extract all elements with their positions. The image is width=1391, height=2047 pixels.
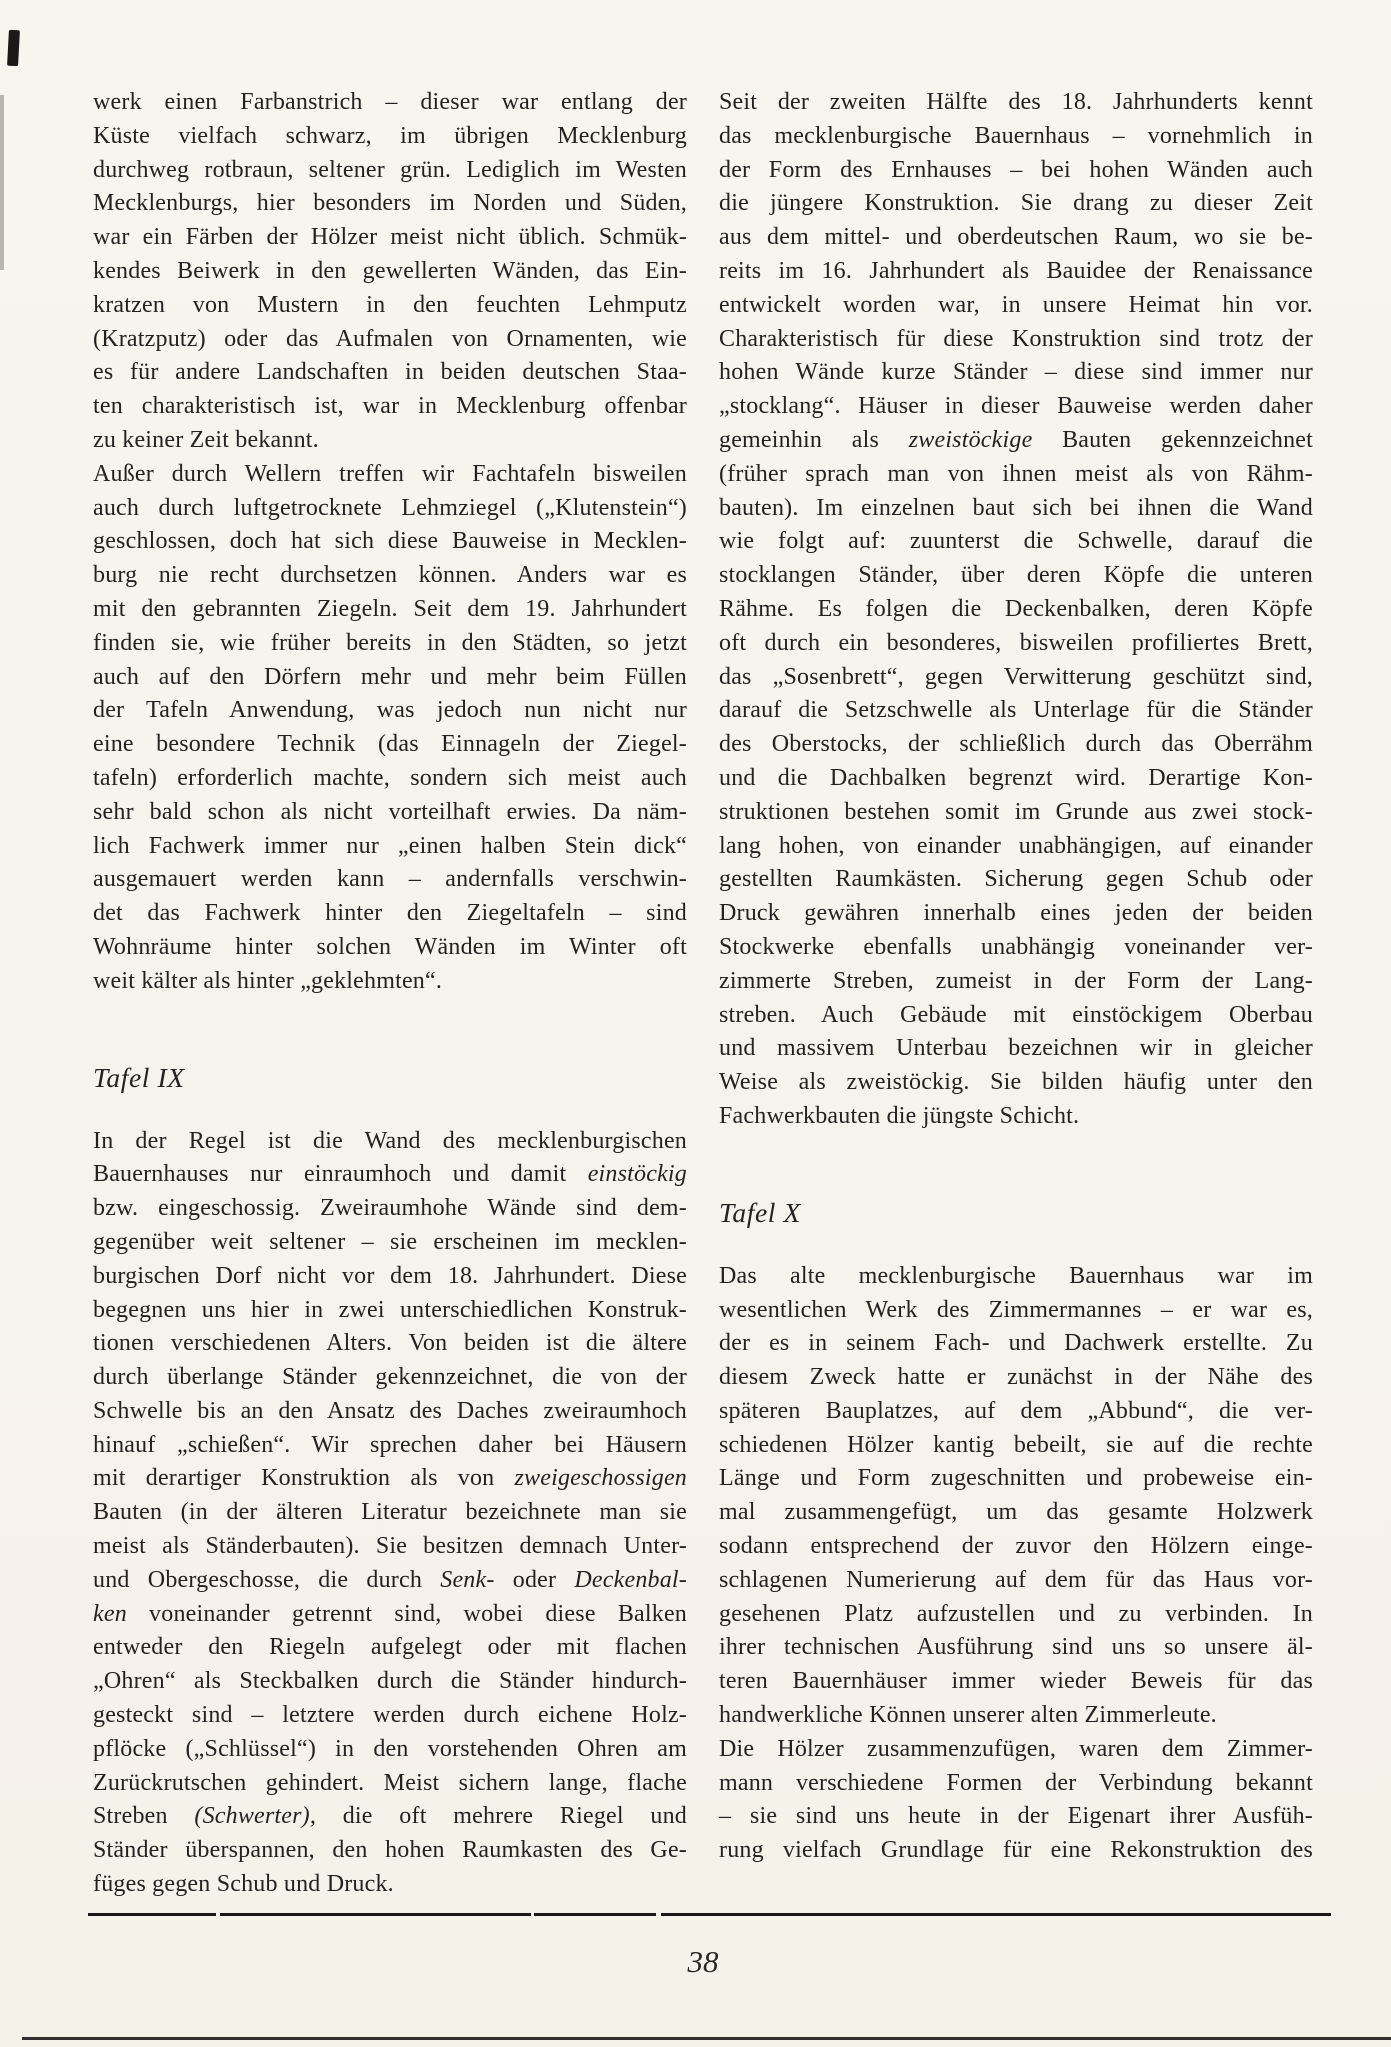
scan-edge-shadow: [0, 95, 4, 270]
text-line: entweder den Riegeln aufgelegt oder mit flachen: [93, 1634, 687, 1661]
text-line: hohen Wände kurze Ständer – diese sind immer nur: [719, 359, 1313, 386]
text-line: finden sie, wie früher bereits in den Städten, so jetzt: [93, 629, 687, 656]
italic-term: Deckenbal-: [574, 1566, 687, 1593]
italic-term: (Schwerter),: [194, 1803, 317, 1830]
text-line: burg nie recht durchsetzen können. Anders war es: [93, 562, 687, 589]
text-line: burgischen Dorf nicht vor dem 18. Jahrhundert. Diese: [93, 1262, 687, 1289]
paragraph: [719, 86, 1313, 1134]
text-line: Weise als zweistöckig. Sie bilden häufig unter den: [719, 1069, 1313, 1096]
text-line: ten charakteristisch ist, war in Mecklenburg offenbar: [93, 393, 687, 420]
text-line: diesem Zweck hatte er zunächst in der Nähe des: [719, 1364, 1313, 1391]
text-line: auch durch luftgetrocknete Lehmziegel („Klutenstein“): [93, 494, 687, 521]
text-line: „Ohren“ als Steckbalken durch die Ständer hindurch-: [93, 1668, 687, 1695]
text-line: und massivem Unterbau bezeichnen wir in gleicher: [719, 1035, 1313, 1062]
text-line: werk einen Farbanstrich – dieser war entlang der: [93, 89, 687, 115]
text-line: struktionen bestehen somit im Grunde aus zwei stock-: [719, 798, 1313, 825]
footer-rule: [88, 1913, 1331, 1916]
italic-term: Senk: [440, 1566, 487, 1593]
text-line: mit derartiger Konstruktion als von zweigeschossigen: [93, 1465, 687, 1492]
text-line: oft durch ein besonderes, bisweilen profiliertes Brett,: [719, 629, 1313, 656]
text-line: Mecklenburgs, hier besonders im Norden und Süden,: [93, 190, 687, 217]
text-line: gegenüber weit seltener – sie erscheinen im mecklen-: [93, 1228, 687, 1255]
text-line: Druck gewähren innerhalb eines jeden der beiden: [719, 900, 1313, 927]
text-line: gemeinhin als zweistöckige Bauten gekennzeichnet: [719, 426, 1313, 453]
text-line: lich Fachwerk immer nur „einen halben Stein dick“: [93, 832, 687, 859]
text-line: streben. Auch Gebäude mit einstöckigem Oberbau: [719, 1001, 1313, 1028]
text-line: bauten). Im einzelnen baut sich bei ihnen die Wand: [719, 494, 1313, 521]
text-line: Schwelle bis an den Ansatz des Daches zweiraumhoch: [93, 1397, 687, 1424]
text-line: entwickelt worden war, in unsere Heimat hin vor.: [719, 291, 1313, 318]
text-line: auch auf den Dörfern mehr und mehr beim Füllen: [93, 663, 687, 690]
text-line: Charakteristisch für diese Konstruktion sind trotz der: [719, 325, 1313, 352]
text-line: sehr bald schon als nicht vorteilhaft erwies. Da näm-: [93, 798, 687, 825]
text-line: Stockwerke ebenfalls unabhängig voneinander ver-: [719, 933, 1313, 960]
text-line: „stocklang“. Häuser in dieser Bauweise werden daher: [719, 393, 1313, 420]
paragraph: [719, 1733, 1313, 1868]
text-line: gesteckt sind – letztere werden durch eichene Holz-: [93, 1702, 687, 1729]
text-line: war ein Färben der Hölzer meist nicht üblich. Schmük-: [93, 224, 687, 251]
text-line: der Form des Ernhauses – bei hohen Wänden auch: [719, 156, 1313, 183]
text-line: stocklangen Ständer, über deren Köpfe die unteren: [719, 562, 1313, 589]
text-line: begegnen uns hier in zwei unterschiedlichen Konstruk-: [93, 1296, 687, 1323]
section-heading: Tafel X: [719, 1196, 801, 1228]
paragraph: [93, 1125, 687, 1902]
text-line: aus dem mittel- und oberdeutschen Raum, wo sie be-: [719, 224, 1313, 251]
paragraph: [93, 86, 687, 458]
text-line: und die Dachbalken begrenzt wird. Derartige Kon-: [719, 764, 1313, 791]
text-line: Die Hölzer zusammenzufügen, waren dem Zimmer-: [719, 1735, 1313, 1762]
text-line: und Obergeschosse, die durch Senk- oder Deckenbal-: [93, 1566, 687, 1593]
text-line: kendes Beiwerk in den gewellerten Wänden, das Ein-: [93, 257, 687, 284]
section-heading: Tafel IX: [93, 1061, 185, 1093]
text-line: reits im 16. Jahrhundert als Bauidee der Renaissance: [719, 257, 1313, 284]
text-line: die jüngere Konstruktion. Sie drang zu dieser Zeit: [719, 190, 1313, 217]
text-line: Fachwerkbauten die jüngste Schicht.: [719, 1102, 1080, 1129]
text-line: des Oberstocks, der schließlich durch das Oberrähm: [719, 731, 1313, 758]
text-line: rung vielfach Grundlage für eine Rekonstruktion des: [719, 1837, 1313, 1864]
text-line: ihrer technischen Ausführung sind uns so unsere äl-: [719, 1634, 1313, 1661]
right-column: [719, 86, 1313, 1902]
scan-mark-icon: [7, 30, 20, 67]
left-column: [93, 86, 687, 1902]
text-line: das „Sosenbrett“, gegen Verwitterung geschützt sind,: [719, 663, 1313, 690]
paragraph: [93, 458, 687, 999]
text-line: (früher sprach man von ihnen meist als von Rähm-: [719, 460, 1313, 487]
text-line: darauf die Setzschwelle als Unterlage für die Ständer: [719, 697, 1313, 724]
paragraph: [719, 1260, 1313, 1733]
text-line: – sie sind uns heute in der Eigenart ihrer Ausfüh-: [719, 1803, 1313, 1830]
text-line: durch überlange Ständer gekennzeichnet, die von der: [93, 1364, 687, 1391]
italic-term: ken: [93, 1600, 127, 1627]
text-line: Ständer überspannen, den hohen Raumkasten des Ge-: [93, 1837, 687, 1864]
text-line: In der Regel ist die Wand des mecklenburgischen: [93, 1127, 687, 1154]
text-line: füges gegen Schub und Druck.: [93, 1871, 394, 1898]
text-line: Zurückrutschen gehindert. Meist sichern lange, flache: [93, 1769, 687, 1796]
text-line: ausgemauert werden kann – andernfalls verschwin-: [93, 866, 687, 893]
text-line: gestellten Raumkästen. Sicherung gegen Schub oder: [719, 866, 1313, 893]
text-line: eine besondere Technik (das Einnageln der Ziegel-: [93, 731, 687, 758]
text-line: Streben (Schwerter), die oft mehrere Riegel und: [93, 1803, 687, 1830]
text-line: zimmerte Streben, zumeist in der Form der Lang-: [719, 967, 1313, 994]
text-line: hinauf „schießen“. Wir sprechen daher bei Häusern: [93, 1431, 687, 1458]
text-line: Rähme. Es folgen die Deckenbalken, deren Köpfe: [719, 595, 1313, 622]
italic-term: zweigeschossigen: [514, 1465, 687, 1492]
text-line: Bauernhauses nur einraumhoch und damit einstöckig: [93, 1161, 687, 1188]
italic-term: zweistöckige: [908, 426, 1033, 453]
text-line: es für andere Landschaften in beiden deutschen Staa-: [93, 359, 687, 386]
text-columns: [93, 86, 1313, 1902]
text-line: Außer durch Wellern treffen wir Fachtafeln bisweilen: [93, 460, 687, 487]
text-line: wesentlichen Werk des Zimmermannes – er war es,: [719, 1296, 1313, 1323]
text-line: Das alte mecklenburgische Bauernhaus war im: [719, 1262, 1313, 1289]
text-line: schlagenen Numerierung auf dem für das Haus vor-: [719, 1566, 1313, 1593]
text-line: zu keiner Zeit bekannt.: [93, 426, 319, 453]
text-line: geschlossen, doch hat sich diese Bauweise in Mecklen-: [93, 528, 687, 555]
text-line: durchweg rotbraun, seltener grün. Lediglich im Westen: [93, 156, 687, 183]
text-line: kratzen von Mustern in den feuchten Lehmputz: [93, 291, 687, 318]
text-line: ken voneinander getrennt sind, wobei diese Balken: [93, 1600, 687, 1627]
text-line: Bauten (in der älteren Literatur bezeichnete man sie: [93, 1499, 687, 1526]
text-line: bzw. eingeschossig. Zweiraumhohe Wände sind dem-: [93, 1195, 687, 1222]
text-line: Küste vielfach schwarz, im übrigen Mecklenburg: [93, 122, 687, 149]
page-number: 38: [687, 1944, 719, 1979]
text-line: gesehenen Platz aufzustellen und zu verbinden. In: [719, 1600, 1313, 1627]
text-line: det das Fachwerk hinter den Ziegeltafeln – sind: [93, 900, 687, 927]
text-line: lang hohen, von einander unabhängigen, auf einander: [719, 832, 1313, 859]
text-line: der es in seinem Fach- und Dachwerk erstellte. Zu: [719, 1330, 1313, 1357]
text-line: tionen verschiedenen Alters. Von beiden ist die ältere: [93, 1330, 687, 1357]
text-line: mal zusammengefügt, um das gesamte Holzwerk: [719, 1499, 1313, 1526]
text-line: teren Bauernhäuser immer wieder Beweis für das: [719, 1668, 1313, 1695]
text-line: sodann entsprechend der zuvor den Hölzern einge-: [719, 1533, 1313, 1560]
scan-bottom-edge: [22, 2037, 1391, 2040]
text-line: (Kratzputz) oder das Aufmalen von Ornamenten, wie: [93, 325, 687, 352]
text-line: Länge und Form zugeschnitten und probeweise ein-: [719, 1465, 1313, 1492]
text-line: handwerkliche Können unserer alten Zimmerleute.: [719, 1702, 1217, 1729]
text-line: meist als Ständerbauten). Sie besitzen demnach Unter-: [93, 1533, 687, 1560]
text-line: das mecklenburgische Bauernhaus – vornehmlich in: [719, 122, 1313, 149]
text-line: mann verschiedene Formen der Verbindung bekannt: [719, 1769, 1313, 1796]
text-line: wie folgt auf: zuunterst die Schwelle, darauf die: [719, 528, 1313, 555]
text-line: Seit der zweiten Hälfte des 18. Jahrhunderts kennt: [719, 89, 1313, 115]
text-line: schiedenen Hölzer kantig bebeilt, sie auf die rechte: [719, 1431, 1313, 1458]
text-line: tafeln) erforderlich machte, sondern sich meist auch: [93, 764, 687, 791]
text-line: Wohnräume hinter solchen Wänden im Winter oft: [93, 933, 687, 960]
text-line: der Tafeln Anwendung, was jedoch nun nicht nur: [93, 697, 687, 724]
italic-term: einstöckig: [587, 1161, 687, 1188]
text-line: pflöcke („Schlüssel“) in den vorstehenden Ohren am: [93, 1735, 687, 1762]
text-line: weit kälter als hinter „geklehmten“.: [93, 967, 443, 994]
text-line: späteren Bauplatzes, auf dem „Abbund“, die ver-: [719, 1397, 1313, 1424]
text-line: mit den gebrannten Ziegeln. Seit dem 19. Jahrhundert: [93, 595, 687, 622]
